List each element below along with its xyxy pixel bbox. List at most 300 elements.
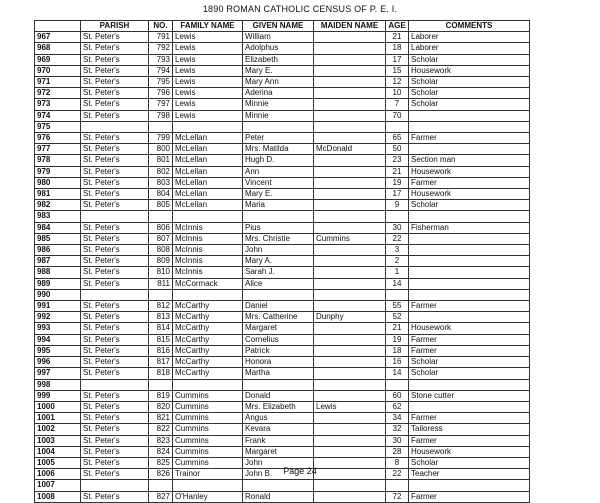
cell-maiden-name: Lewis <box>314 401 386 412</box>
cell-age: 3 <box>386 245 409 256</box>
cell-age: 30 <box>386 222 409 233</box>
table-row <box>35 88 530 99</box>
cell-row-number: 978 <box>35 155 81 166</box>
cell-comments: Housework <box>409 166 530 177</box>
cell-comments <box>409 379 530 390</box>
cell-parish: St. Peter's <box>81 491 149 502</box>
cell-comments: Farmer <box>409 435 530 446</box>
cell-given-name: Pius <box>243 222 314 233</box>
header-parish: PARISH <box>81 21 149 32</box>
table-row <box>35 312 530 323</box>
cell-parish: St. Peter's <box>81 267 149 278</box>
cell-row-number: 968 <box>35 43 81 54</box>
cell-comments: Farmer <box>409 133 530 144</box>
cell-parish: St. Peter's <box>81 144 149 155</box>
cell-no <box>149 211 173 222</box>
cell-comments <box>409 401 530 412</box>
cell-row-number: 982 <box>35 200 81 211</box>
cell-maiden-name <box>314 189 386 200</box>
cell-age: 60 <box>386 390 409 401</box>
cell-given-name <box>243 480 314 491</box>
cell-comments: Scholar <box>409 99 530 110</box>
cell-row-number: 1004 <box>35 446 81 457</box>
cell-given-name: Mary E. <box>243 65 314 76</box>
cell-parish: St. Peter's <box>81 446 149 457</box>
cell-age: 23 <box>386 155 409 166</box>
cell-given-name: Vincent <box>243 177 314 188</box>
table-row <box>35 368 530 379</box>
table-row <box>35 345 530 356</box>
cell-no: 807 <box>149 233 173 244</box>
table-row <box>35 211 530 222</box>
cell-age: 28 <box>386 446 409 457</box>
table-row <box>35 110 530 121</box>
cell-age: 70 <box>386 110 409 121</box>
cell-family-name: Lewis <box>173 110 243 121</box>
cell-no: 805 <box>149 200 173 211</box>
cell-family-name: McLellan <box>173 189 243 200</box>
table-row <box>35 480 530 491</box>
cell-family-name: McCarthy <box>173 357 243 368</box>
table-row <box>35 177 530 188</box>
cell-row-number: 976 <box>35 133 81 144</box>
cell-no: 798 <box>149 110 173 121</box>
cell-row-number: 999 <box>35 390 81 401</box>
cell-parish: St. Peter's <box>81 390 149 401</box>
cell-row-number: 980 <box>35 177 81 188</box>
header-maiden-name: MAIDEN NAME <box>314 21 386 32</box>
cell-comments: Farmer <box>409 413 530 424</box>
cell-age: 30 <box>386 435 409 446</box>
cell-row-number: 975 <box>35 121 81 132</box>
cell-given-name: Frank <box>243 435 314 446</box>
cell-no: 825 <box>149 457 173 468</box>
cell-age: 50 <box>386 144 409 155</box>
cell-family-name: McCarthy <box>173 345 243 356</box>
cell-row-number: 985 <box>35 233 81 244</box>
cell-given-name: Hugh D. <box>243 155 314 166</box>
cell-age: 19 <box>386 177 409 188</box>
cell-family-name: McInnis <box>173 267 243 278</box>
cell-row-number: 1007 <box>35 480 81 491</box>
cell-no: 808 <box>149 245 173 256</box>
cell-comments <box>409 144 530 155</box>
cell-family-name: Cummins <box>173 401 243 412</box>
cell-given-name: John <box>243 457 314 468</box>
cell-no: 802 <box>149 166 173 177</box>
table-row <box>35 43 530 54</box>
cell-row-number: 998 <box>35 379 81 390</box>
cell-family-name: Cummins <box>173 435 243 446</box>
cell-maiden-name <box>314 446 386 457</box>
cell-maiden-name <box>314 491 386 502</box>
cell-comments <box>409 211 530 222</box>
cell-comments: Section man <box>409 155 530 166</box>
cell-family-name: Cummins <box>173 424 243 435</box>
cell-row-number: 996 <box>35 357 81 368</box>
table-row <box>35 301 530 312</box>
table-row <box>35 144 530 155</box>
cell-comments <box>409 480 530 491</box>
cell-maiden-name <box>314 368 386 379</box>
cell-given-name: Margaret <box>243 446 314 457</box>
cell-parish: St. Peter's <box>81 424 149 435</box>
cell-family-name: McCarthy <box>173 334 243 345</box>
table-row <box>35 233 530 244</box>
cell-age: 1 <box>386 267 409 278</box>
cell-age: 52 <box>386 312 409 323</box>
table-row <box>35 189 530 200</box>
cell-parish: St. Peter's <box>81 32 149 43</box>
cell-age <box>386 289 409 300</box>
cell-age: 21 <box>386 32 409 43</box>
cell-parish <box>81 480 149 491</box>
cell-family-name: Lewis <box>173 99 243 110</box>
cell-maiden-name <box>314 211 386 222</box>
cell-given-name: Aderina <box>243 88 314 99</box>
cell-no: 800 <box>149 144 173 155</box>
cell-no: 809 <box>149 256 173 267</box>
table-row <box>35 32 530 43</box>
cell-comments: Housework <box>409 189 530 200</box>
table-row <box>35 77 530 88</box>
cell-comments <box>409 121 530 132</box>
cell-comments: Farmer <box>409 334 530 345</box>
cell-parish: St. Peter's <box>81 77 149 88</box>
header-comments: COMMENTS <box>409 21 530 32</box>
cell-given-name <box>243 289 314 300</box>
cell-comments: Farmer <box>409 345 530 356</box>
cell-parish: St. Peter's <box>81 88 149 99</box>
cell-comments: Scholar <box>409 88 530 99</box>
cell-row-number: 1003 <box>35 435 81 446</box>
cell-parish: St. Peter's <box>81 245 149 256</box>
cell-no: 814 <box>149 323 173 334</box>
cell-maiden-name: Dunphy <box>314 312 386 323</box>
table-row <box>35 334 530 345</box>
cell-parish: St. Peter's <box>81 312 149 323</box>
cell-row-number: 994 <box>35 334 81 345</box>
cell-family-name: Lewis <box>173 43 243 54</box>
cell-age: 62 <box>386 401 409 412</box>
cell-age: 55 <box>386 301 409 312</box>
cell-family-name: McCarthy <box>173 368 243 379</box>
cell-comments: Farmer <box>409 491 530 502</box>
cell-maiden-name <box>314 155 386 166</box>
cell-no: 827 <box>149 491 173 502</box>
cell-family-name: Cummins <box>173 457 243 468</box>
cell-age: 10 <box>386 88 409 99</box>
cell-given-name: Maria <box>243 200 314 211</box>
cell-family-name <box>173 121 243 132</box>
cell-maiden-name <box>314 267 386 278</box>
cell-row-number: 995 <box>35 345 81 356</box>
cell-age: 21 <box>386 323 409 334</box>
cell-no: 812 <box>149 301 173 312</box>
cell-family-name <box>173 211 243 222</box>
cell-given-name: Ann <box>243 166 314 177</box>
header-row <box>35 21 530 32</box>
cell-comments: Housework <box>409 65 530 76</box>
table-row <box>35 133 530 144</box>
cell-no: 823 <box>149 435 173 446</box>
cell-no: 791 <box>149 32 173 43</box>
cell-given-name: Honora <box>243 357 314 368</box>
cell-row-number: 1001 <box>35 413 81 424</box>
cell-maiden-name <box>314 245 386 256</box>
cell-family-name <box>173 379 243 390</box>
cell-given-name: Alice <box>243 278 314 289</box>
cell-given-name <box>243 379 314 390</box>
cell-maiden-name <box>314 345 386 356</box>
cell-maiden-name <box>314 110 386 121</box>
table-row <box>35 155 530 166</box>
cell-no: 801 <box>149 155 173 166</box>
cell-given-name: Cornelius <box>243 334 314 345</box>
cell-row-number: 989 <box>35 278 81 289</box>
cell-family-name <box>173 289 243 300</box>
cell-no: 819 <box>149 390 173 401</box>
cell-maiden-name <box>314 133 386 144</box>
cell-row-number: 986 <box>35 245 81 256</box>
cell-age: 17 <box>386 54 409 65</box>
table-row <box>35 401 530 412</box>
cell-row-number: 970 <box>35 65 81 76</box>
table-row <box>35 65 530 76</box>
cell-maiden-name <box>314 424 386 435</box>
cell-comments: Laborer <box>409 43 530 54</box>
table-row <box>35 278 530 289</box>
cell-comments: Scholar <box>409 77 530 88</box>
cell-maiden-name <box>314 323 386 334</box>
page-number: Page 24 <box>283 466 317 476</box>
table-row <box>35 289 530 300</box>
cell-family-name <box>173 480 243 491</box>
cell-family-name: McCarthy <box>173 312 243 323</box>
cell-maiden-name <box>314 390 386 401</box>
cell-parish <box>81 211 149 222</box>
cell-comments: Farmer <box>409 177 530 188</box>
cell-given-name: Mrs. Elizabeth <box>243 401 314 412</box>
cell-age <box>386 379 409 390</box>
table-row <box>35 379 530 390</box>
cell-row-number: 997 <box>35 368 81 379</box>
header-row-number <box>35 21 81 32</box>
cell-age: 12 <box>386 77 409 88</box>
table-row <box>35 435 530 446</box>
cell-comments <box>409 245 530 256</box>
cell-family-name: Cummins <box>173 413 243 424</box>
header-no: NO. <box>149 21 173 32</box>
cell-given-name: Patrick <box>243 345 314 356</box>
cell-maiden-name <box>314 177 386 188</box>
cell-comments: Laborer <box>409 32 530 43</box>
table-row <box>35 54 530 65</box>
cell-given-name <box>243 121 314 132</box>
cell-maiden-name <box>314 480 386 491</box>
cell-maiden-name <box>314 54 386 65</box>
cell-row-number: 991 <box>35 301 81 312</box>
cell-comments <box>409 312 530 323</box>
cell-age: 17 <box>386 189 409 200</box>
cell-family-name: Lewis <box>173 65 243 76</box>
cell-given-name: Angus <box>243 413 314 424</box>
cell-family-name: Lewis <box>173 88 243 99</box>
cell-age: 22 <box>386 233 409 244</box>
cell-family-name: Lewis <box>173 32 243 43</box>
cell-no: 804 <box>149 189 173 200</box>
cell-row-number: 990 <box>35 289 81 300</box>
cell-no: 820 <box>149 401 173 412</box>
cell-parish: St. Peter's <box>81 278 149 289</box>
cell-age: 18 <box>386 43 409 54</box>
cell-no: 817 <box>149 357 173 368</box>
page-title: 1890 ROMAN CATHOLIC CENSUS OF P. E. I. <box>202 4 398 14</box>
cell-no: 803 <box>149 177 173 188</box>
cell-no: 810 <box>149 267 173 278</box>
cell-parish: St. Peter's <box>81 301 149 312</box>
table-row <box>35 446 530 457</box>
cell-family-name: McLellan <box>173 166 243 177</box>
cell-age: 32 <box>386 424 409 435</box>
table-row <box>35 424 530 435</box>
cell-age: 2 <box>386 256 409 267</box>
cell-no: 821 <box>149 413 173 424</box>
cell-age: 18 <box>386 345 409 356</box>
cell-no: 806 <box>149 222 173 233</box>
cell-row-number: 1002 <box>35 424 81 435</box>
cell-maiden-name <box>314 256 386 267</box>
table-row <box>35 256 530 267</box>
cell-maiden-name <box>314 334 386 345</box>
table-row <box>35 200 530 211</box>
cell-age: 16 <box>386 357 409 368</box>
cell-maiden-name <box>314 43 386 54</box>
table-row <box>35 99 530 110</box>
cell-no: 813 <box>149 312 173 323</box>
cell-age: 7 <box>386 99 409 110</box>
cell-maiden-name <box>314 99 386 110</box>
cell-parish: St. Peter's <box>81 189 149 200</box>
cell-row-number: 1006 <box>35 469 81 480</box>
cell-given-name: Mary Ann <box>243 77 314 88</box>
cell-no: 797 <box>149 99 173 110</box>
cell-row-number: 1005 <box>35 457 81 468</box>
cell-row-number: 969 <box>35 54 81 65</box>
cell-comments <box>409 267 530 278</box>
cell-parish <box>81 121 149 132</box>
cell-comments: Housework <box>409 323 530 334</box>
cell-age <box>386 211 409 222</box>
cell-family-name: McCarthy <box>173 301 243 312</box>
cell-age: 72 <box>386 491 409 502</box>
cell-comments: Fisherman <box>409 222 530 233</box>
cell-given-name: John <box>243 245 314 256</box>
cell-age: 19 <box>386 334 409 345</box>
cell-maiden-name <box>314 166 386 177</box>
table-row <box>35 267 530 278</box>
cell-maiden-name <box>314 32 386 43</box>
cell-given-name: Elizabeth <box>243 54 314 65</box>
cell-no <box>149 289 173 300</box>
cell-parish: St. Peter's <box>81 401 149 412</box>
cell-parish: St. Peter's <box>81 323 149 334</box>
cell-parish: St. Peter's <box>81 457 149 468</box>
cell-no: 824 <box>149 446 173 457</box>
cell-maiden-name <box>314 65 386 76</box>
cell-given-name: Ronald <box>243 491 314 502</box>
cell-parish: St. Peter's <box>81 334 149 345</box>
cell-comments <box>409 278 530 289</box>
cell-family-name: Trainor <box>173 469 243 480</box>
table-row <box>35 491 530 502</box>
cell-maiden-name <box>314 121 386 132</box>
cell-parish: St. Peter's <box>81 368 149 379</box>
cell-given-name: Mary A. <box>243 256 314 267</box>
cell-parish: St. Peter's <box>81 222 149 233</box>
cell-row-number: 983 <box>35 211 81 222</box>
cell-no: 796 <box>149 88 173 99</box>
cell-no <box>149 121 173 132</box>
cell-comments: Scholar <box>409 200 530 211</box>
cell-parish: St. Peter's <box>81 166 149 177</box>
cell-age: 15 <box>386 65 409 76</box>
cell-family-name: McCormack <box>173 278 243 289</box>
cell-row-number: 977 <box>35 144 81 155</box>
cell-age: 8 <box>386 457 409 468</box>
cell-given-name: Margaret <box>243 323 314 334</box>
cell-comments: Teacher <box>409 469 530 480</box>
cell-no: 826 <box>149 469 173 480</box>
cell-parish: St. Peter's <box>81 177 149 188</box>
cell-maiden-name <box>314 77 386 88</box>
cell-given-name: Minnie <box>243 110 314 121</box>
cell-parish: St. Peter's <box>81 110 149 121</box>
header-family-name: FAMILY NAME <box>173 21 243 32</box>
cell-given-name: Mrs. Catherine <box>243 312 314 323</box>
cell-age <box>386 121 409 132</box>
cell-given-name: Minnie <box>243 99 314 110</box>
cell-age: 22 <box>386 469 409 480</box>
cell-age: 14 <box>386 278 409 289</box>
cell-maiden-name: McDonald <box>314 144 386 155</box>
cell-family-name: Lewis <box>173 77 243 88</box>
cell-comments: Farmer <box>409 301 530 312</box>
table-row <box>35 245 530 256</box>
cell-parish <box>81 289 149 300</box>
cell-row-number: 984 <box>35 222 81 233</box>
cell-no: 822 <box>149 424 173 435</box>
cell-maiden-name <box>314 278 386 289</box>
cell-given-name: Sarah J. <box>243 267 314 278</box>
cell-no: 811 <box>149 278 173 289</box>
cell-parish: St. Peter's <box>81 54 149 65</box>
cell-given-name: Daniel <box>243 301 314 312</box>
cell-maiden-name <box>314 200 386 211</box>
cell-row-number: 988 <box>35 267 81 278</box>
cell-row-number: 971 <box>35 77 81 88</box>
cell-given-name: Adolphus <box>243 43 314 54</box>
cell-comments <box>409 256 530 267</box>
cell-no: 793 <box>149 54 173 65</box>
cell-given-name: Kevara <box>243 424 314 435</box>
cell-given-name: John B. <box>243 469 314 480</box>
cell-parish: St. Peter's <box>81 345 149 356</box>
cell-no: 818 <box>149 368 173 379</box>
cell-maiden-name <box>314 379 386 390</box>
cell-family-name: Cummins <box>173 390 243 401</box>
cell-row-number: 1000 <box>35 401 81 412</box>
